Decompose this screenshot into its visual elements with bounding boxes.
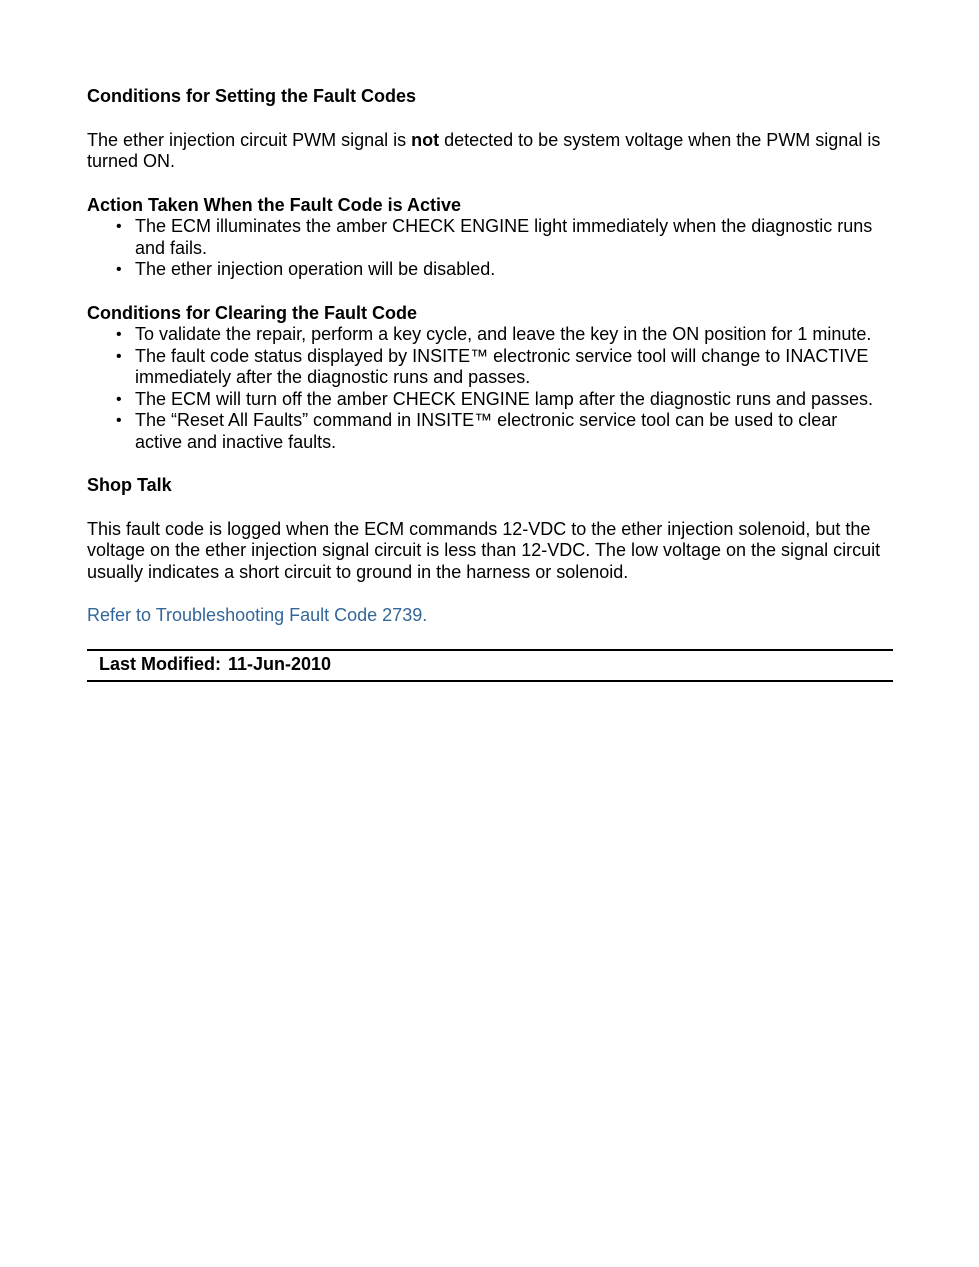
- document-page: [87, 86, 893, 682]
- heading-setting-conditions: Conditions for Setting the Fault Codes: [87, 86, 416, 106]
- list-item: • The fault code status displayed by INSITE™ electronic service tool will change to INACTIVE immediately after the diagnostic runs and passes.: [135, 346, 893, 389]
- last-modified-date: 11-Jun-2010: [228, 654, 332, 675]
- last-modified-label: Last Modified:: [99, 654, 221, 675]
- last-modified-bar: [87, 649, 893, 682]
- reference-paragraph: [87, 605, 893, 627]
- setting-text-part1: The ether injection circuit PWM signal is: [87, 129, 412, 150]
- list-item: • The “Reset All Faults” command in INSITE™ electronic service tool can be used to clear active and inactive faults.: [135, 410, 893, 453]
- heading-clearing-conditions: Conditions for Clearing the Fault Code: [87, 302, 417, 323]
- heading-action-taken: Action Taken When the Fault Code is Active: [87, 194, 462, 215]
- setting-conditions-text: [87, 130, 893, 173]
- troubleshooting-link[interactable]: Refer to Troubleshooting Fault Code 2739.: [87, 605, 428, 625]
- setting-text-bold: not: [411, 129, 440, 150]
- list-item: • The ECM will turn off the amber CHECK ENGINE lamp after the diagnostic runs and passes.: [135, 389, 893, 411]
- setting-text-part2: detected to be system voltage when the PWM signal is turned ON.: [87, 129, 881, 171]
- shop-talk-text: This fault code is logged when the ECM commands 12-VDC to the ether injection solenoid, but the voltage on the ether injection signal circuit is less than 12-VDC. The low voltage on the signal circuit usually indicates a short circuit to ground in the harness or solenoid.: [87, 518, 881, 582]
- list-item: • The ECM illuminates the amber CHECK ENGINE light immediately when the diagnostic runs and fails.: [135, 216, 893, 259]
- list-item: • The ether injection operation will be disabled.: [135, 259, 893, 281]
- action-list: [87, 216, 893, 281]
- heading-shop-talk: Shop Talk: [87, 475, 172, 495]
- list-item: • To validate the repair, perform a key cycle, and leave the key in the ON position for 1 minute.: [135, 324, 893, 346]
- clearing-list: [87, 324, 893, 453]
